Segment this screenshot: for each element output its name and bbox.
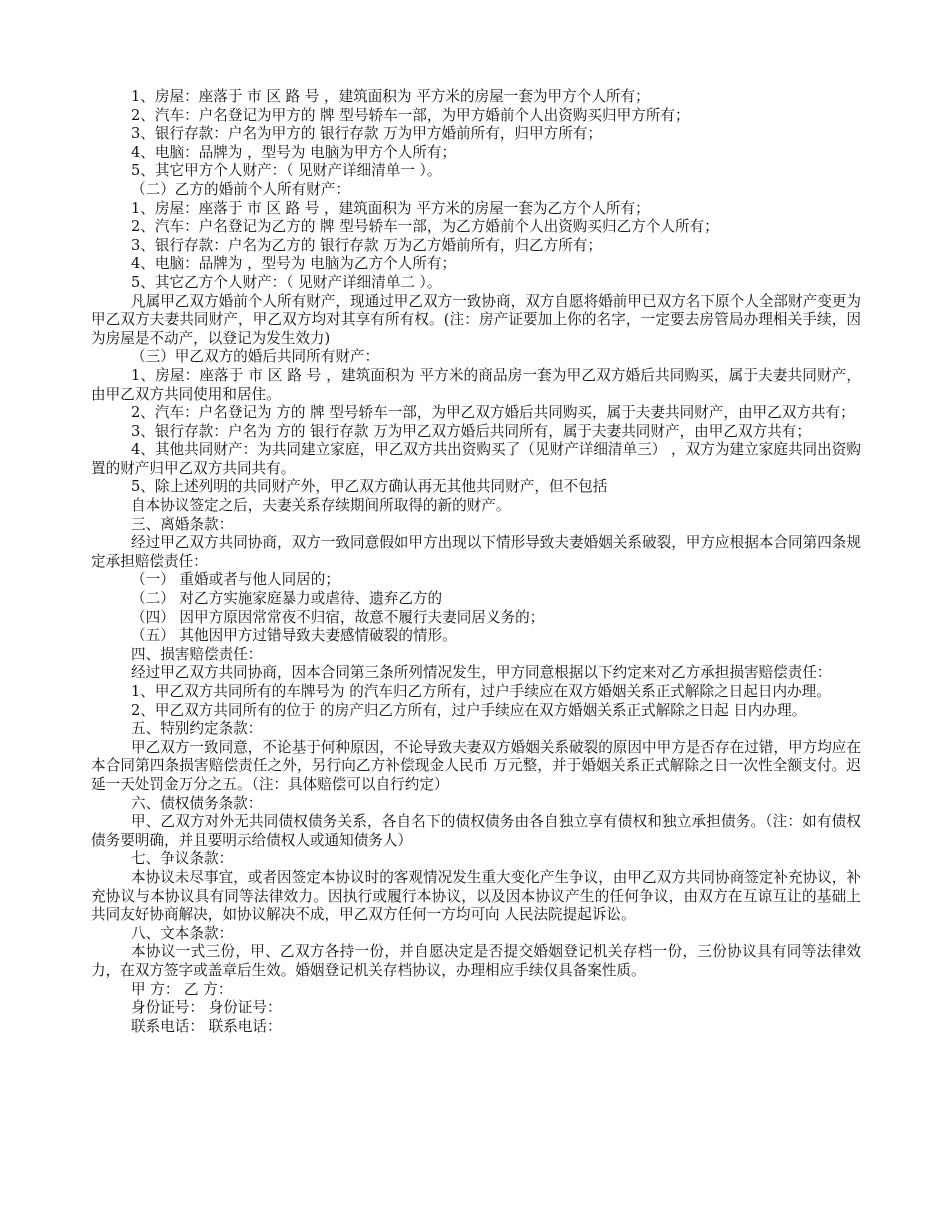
divorce-item: （五） 其他因甲方过错导致夫妻感情破裂的情形。	[131, 627, 457, 645]
joint-item: 4、其他共同财产：为共同建立家庭，甲乙双方共出资购买了（见财产详细清单三） ，双方为建立家庭共同出资购置的财产归甲乙双方共同共有。	[91, 441, 861, 477]
damages-item: 2、甲乙双方共同所有的位于 的房产归乙方所有，过户手续应在双方婚姻关系正式解除之日起 日内办理。	[131, 701, 807, 719]
husband-item: 4、电脑：品牌为 ，型号为 电脑为甲方个人所有；	[131, 143, 457, 161]
signature-phones: 联系电话： 联系电话：	[131, 1017, 282, 1035]
husband-item: 3、银行存款：户名为甲方的 银行存款 万为甲方婚前所有，归甲方所有；	[131, 125, 602, 143]
dispute-paragraph: 本协议未尽事宜，或者因签定本协议时的客观情况发生重大变化产生争议，由甲乙双方共同协商签定补充协议，补充协议与本协议具有同等法律效力。因执行或履行本协议，以及因本协议产生的任何争议，由双方在互谅互让的基础上共同友好协商解决，如协议解决不成，甲乙双方任何一方均可向 人民法院提起诉讼。	[91, 868, 861, 924]
dispute-heading: 七、争议条款：	[131, 850, 234, 868]
debt-heading: 六、债权债务条款：	[131, 794, 263, 812]
divorce-item: （四） 因甲方原因常常夜不归宿，故意不履行夫妻同居义务的；	[131, 608, 545, 626]
conversion-paragraph: 凡属甲乙双方婚前个人所有财产，现通过甲乙双方一致协商，双方自愿将婚前甲已双方名下原个人全部财产变更为甲乙双方夫妻共同财产，甲乙双方均对其享有所有权。(注：房产证要加上你的名字，一定要去房管局办理相关手续，因为房屋是不动产，以登记为发生效力)	[91, 292, 861, 347]
joint-item: 3、银行存款：户名为 方的 银行存款 万为甲乙双方婚后共同所有，属于夫妻共同财产，由甲乙双方共有；	[131, 422, 811, 440]
husband-item: 1、房屋：座落于 市 区 路 号 ，建筑面积为 平方米的房屋一套为甲方个人所有；	[131, 88, 650, 105]
wife-item: 4、电脑：品牌为 ，型号为 电脑为乙方个人所有；	[131, 255, 457, 273]
contract-document	[91, 88, 861, 1036]
special-heading: 五、特别约定条款：	[131, 720, 263, 738]
divorce-heading: 三、离婚条款：	[131, 515, 234, 533]
husband-item: 2、汽车：户名登记为甲方的 牌 型号轿车一部，为甲方婚前个人出资购买归甲方所有；	[131, 106, 690, 124]
divorce-item: （一） 重婚或者与他人同居的；	[131, 571, 340, 589]
joint-section-heading: （三）甲乙双方的婚后共同所有财产：	[131, 348, 380, 366]
joint-item: 2、汽车：户名登记为 方的 牌 型号轿车一部，为甲乙双方婚后共同购买，属于夫妻共同财产，由甲乙双方共有；	[131, 404, 855, 422]
joint-item: 1、房屋：座落于 市 区 路 号 ，建筑面积为 平方米的商品房一套为甲乙双方婚后共同购买，属于夫妻共同财产，由甲乙双方共同使用和居住。	[91, 366, 861, 403]
joint-item: 5、除上述列明的共同财产外，甲乙双方确认再无其他共同财产，但不包括	[131, 478, 608, 496]
special-paragraph: 甲乙双方一致同意，不论基于何种原因，不论导致夫妻双方婚姻关系破裂的原因中甲方是否存在过错，甲方均应在本合同第四条损害赔偿责任之外，另行向乙方补偿现金人民币 万元整，并于婚姻关系正式解除之日一次性全额支付。迟延一天处罚金万分之五。（注：具体赔偿可以自行约定）	[91, 738, 861, 793]
wife-item: 1、房屋：座落于 市 区 路 号 ，建筑面积为 平方米的房屋一套为乙方个人所有；	[131, 199, 650, 217]
debt-paragraph: 甲、乙双方对外无共同债权债务关系，各自名下的债权债务由各自独立享有债权和独立承担债务。（注：如有债权债务要明确，并且要明示给债权人或通知债务人）	[91, 813, 861, 849]
divorce-paragraph: 经过甲乙双方共同协商，双方一致同意假如甲方出现以下情形导致夫妻婚姻关系破裂，甲方应根据本合同第四条规定承担赔偿责任：	[91, 534, 861, 570]
signature-id-numbers: 身份证号： 身份证号：	[131, 999, 282, 1017]
husband-item: 5、其它甲方个人财产：（ 见财产详细清单一 ）。	[131, 162, 442, 180]
joint-tail: 自本协议签定之后，夫妻关系存续期间所取得的新的财产。	[131, 497, 511, 515]
wife-item: 2、汽车：户名登记为乙方的 牌 型号轿车一部，为乙方婚前个人出资购买归乙方个人所有；	[131, 218, 719, 236]
wife-item: 3、银行存款：户名为乙方的 银行存款 万为乙方婚前所有，归乙方所有；	[131, 236, 602, 254]
signature-parties: 甲 方： 乙 方：	[131, 980, 233, 998]
wife-section-heading: （二）乙方的婚前个人所有财产：	[131, 180, 350, 198]
damages-item: 1、甲乙双方共同所有的车牌号为 的汽车归乙方所有，过户手续应在双方婚姻关系正式解除之日起日内办理。	[131, 683, 831, 700]
text-paragraph: 本协议一式三份，甲、乙双方各持一份，并自愿决定是否提交婚姻登记机关存档一份，三份协议具有同等法律效力，在双方签字或盖章后生效。婚姻登记机关存档协议，办理相应手续仅具备案性质。	[91, 943, 861, 979]
damages-paragraph: 经过甲乙双方共同协商，因本合同第三条所列情况发生，甲方同意根据以下约定来对乙方承担损害赔偿责任：	[131, 664, 832, 682]
text-heading: 八、文本条款：	[131, 924, 234, 942]
wife-item: 5、其它乙方个人财产：（ 见财产详细清单二 ）。	[131, 273, 442, 291]
divorce-item: （二） 对乙方实施家庭暴力或虐待、遗弃乙方的	[131, 590, 443, 608]
damages-heading: 四、损害赔偿责任：	[131, 645, 263, 663]
